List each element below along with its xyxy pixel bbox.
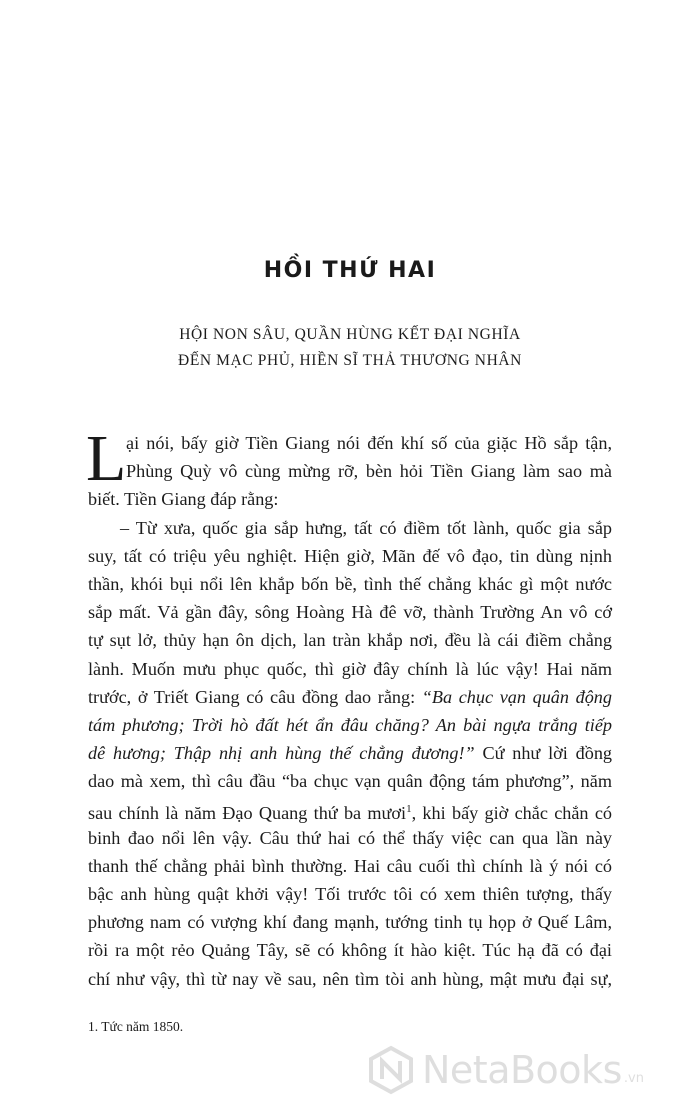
footnote-marker[interactable]: 1 (406, 803, 412, 816)
text-segment: Cứ như lời đồng (474, 743, 613, 764)
text-line: rồi ra một rẻo Quảng Tây, sẽ có không ít hào kiệt. Túc hạ đã có đại (88, 940, 612, 961)
text-line: suy, tất có triệu yêu nghiệt. Hiện giờ, Mãn đế vô đạo, tin dùng nịnh (88, 545, 612, 566)
italic-quote-line: tám phương; Trời hò đất hét ẩn đâu chăng? An bài ngựa trắng tiếp (88, 714, 612, 735)
chapter-title: HỒI THỨ HAI (263, 258, 437, 283)
body-text (86, 422, 613, 993)
text-line (88, 795, 612, 823)
text-line (88, 739, 612, 767)
text-line: phương nam có vượng khí đang mạnh, tướng tinh tụ họp ở Quế Lâm, (88, 912, 612, 933)
text-line (88, 683, 612, 711)
text-line: sắp mất. Vả gần đây, sông Hoàng Hà đê vỡ, thành Trường An vô cớ (88, 602, 612, 623)
text-segment: , khi bấy giờ chắc chắn có (411, 803, 612, 824)
text-line: thanh thế chẳng phải bình thường. Hai câu cuối thì chính là ý nói có (88, 855, 612, 876)
text-line: ại nói, bấy giờ Tiền Giang nói đến khí số của giặc Hồ sắp tận, (126, 433, 612, 453)
watermark (366, 1040, 696, 1100)
text-segment: trước, ở Triết Giang có câu đồng dao rằng: (88, 686, 422, 707)
text-line: thần, khói bụi nổi lên khắp bốn bề, tình thế chẳng khác gì một nước (88, 573, 612, 594)
watermark-suffix: .vn (623, 1070, 644, 1086)
text-line: Phùng Quỳ vô cùng mừng rỡ, bèn hỏi Tiền Giang làm sao mà (126, 461, 612, 482)
italic-quote: dê hương; Thập nhị anh hùng thế chẳng đương!” (88, 743, 475, 764)
drop-cap: L (86, 422, 127, 495)
text-line: biết. Tiền Giang đáp rằng: (88, 489, 279, 510)
text-line: dao mà xem, thì câu đầu “ba chục vạn quân động tám phương”, năm (88, 771, 612, 792)
text-line: lành. Muốn mưu phục quốc, thì giờ đây chính là lúc vậy! Hai năm (88, 658, 612, 679)
text-segment: sau chính là năm Đạo Quang thứ ba mươi (88, 803, 407, 824)
chapter-subtitle-line-2: ĐẾN MẠC PHỦ, HIỀN SĨ THẢ THƯƠNG NHÂN (178, 352, 522, 369)
watermark-text: NetaBooks (422, 1048, 622, 1092)
chapter-subtitle-line-1: HỘI NON SÂU, QUẦN HÙNG KẾT ĐẠI NGHĨA (179, 326, 521, 343)
text-line: binh đao nổi lên vậy. Câu thứ hai có thể thấy việc can qua lần này (88, 827, 612, 848)
netabooks-logo-icon (366, 1045, 416, 1095)
text-line: – Từ xưa, quốc gia sắp hưng, tất có điềm tốt lành, quốc gia sắp (120, 517, 612, 538)
text-line: bậc anh hùng quật khởi vậy! Tối trước tôi có xem thiên tượng, thấy (88, 884, 612, 904)
footnote: 1. Tức năm 1850. (88, 1019, 184, 1034)
text-line: chí như vậy, thì từ nay về sau, nên tìm tòi anh hùng, mật mưu đại sự, (88, 968, 612, 989)
italic-quote: “Ba chục vạn quân động (421, 686, 612, 707)
text-line: tự sụt lở, thủy hạn ôn dịch, lan tràn khắp nơi, đều là cái điềm chẳng (88, 630, 612, 651)
